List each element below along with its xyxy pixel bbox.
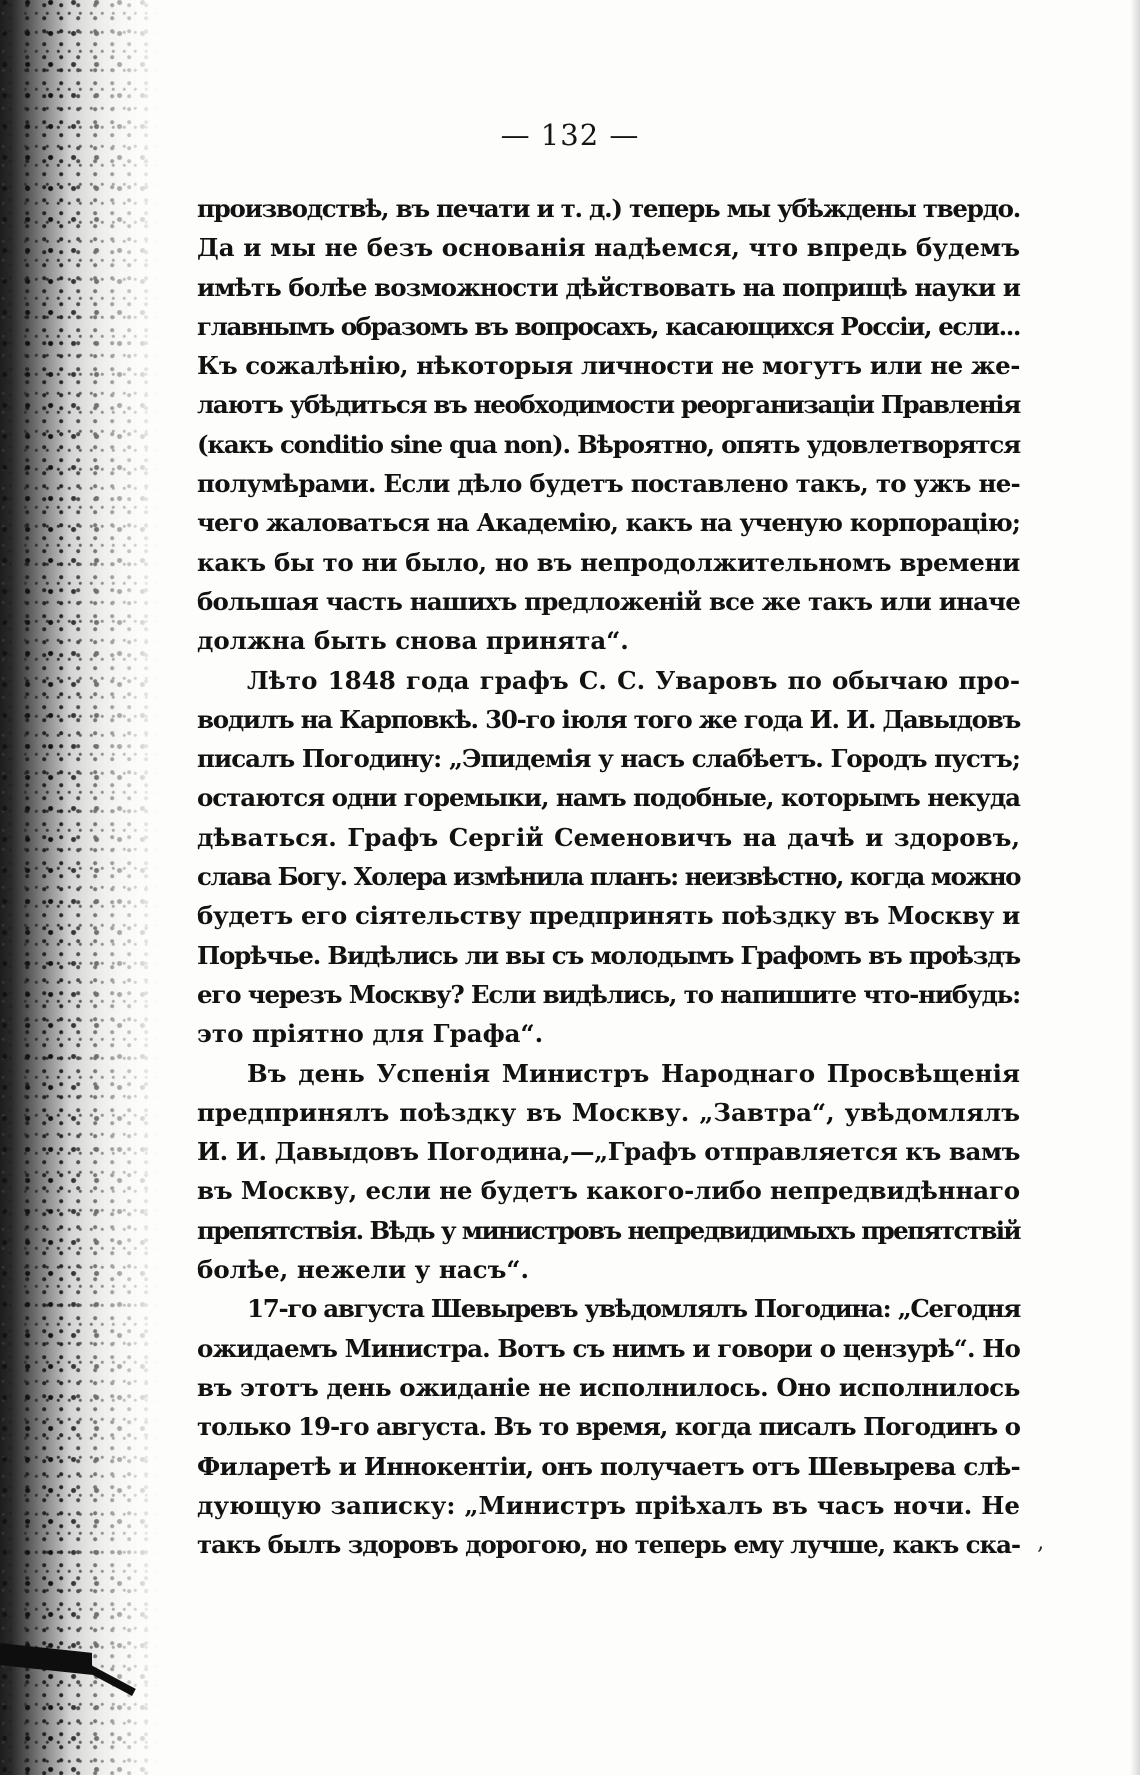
text-line: Къ сожалѣнію, нѣкоторыя личности не могутъ или не же- [197, 351, 1020, 381]
text-line: какъ бы то ни было, но въ непродолжительномъ времени [197, 547, 1020, 577]
text-line: въ Москву, если не будетъ какого-либо непредвидѣннаго [197, 1176, 1020, 1206]
text-line: Филаретѣ и Иннокентіи, онъ получаетъ отъ Шевырева слѣ- [197, 1451, 1020, 1481]
text-line: Порѣчье. Видѣлись ли вы съ молодымъ Графомъ въ проѣздъ [197, 940, 1020, 970]
text-line: препятствія. Вѣдь у министровъ непредвидимыхъ препятствій [197, 1215, 1020, 1245]
paragraph-first-line: 17-го августа Шевыревъ увѣдомлялъ Погодина: „Сегодня [247, 1294, 1020, 1324]
paragraph-end-line: болѣе, нежели у насъ“. [197, 1255, 530, 1285]
paragraph-end-line: это пріятно для Графа“. [197, 1019, 544, 1049]
text-line: дующую записку: „Министръ пріѣхалъ въ часъ ночи. Не [197, 1490, 1020, 1520]
paragraph-first-line: Лѣто 1848 года графъ С. С. Уваровъ по обычаю про- [247, 665, 1020, 695]
text-line: ожидаемъ Министра. Вотъ съ нимъ и говори о цензурѣ“. Но [197, 1333, 1020, 1363]
text-line: только 19-го августа. Въ то время, когда писалъ Погодинъ о [197, 1412, 1021, 1442]
text-line: главнымъ образомъ въ вопросахъ, касающихся Россіи, если... [197, 311, 1020, 341]
binding-shadow [0, 0, 190, 1775]
text-line: чего жаловаться на Академію, какъ на ученую корпорацію; [197, 508, 1021, 538]
text-line: въ этотъ день ожиданіе не исполнилось. Оно исполнилось [197, 1372, 1020, 1402]
text-line: производствѣ, въ печати и т. д.) теперь мы убѣждены твердо. [197, 194, 1020, 223]
text-line: большая часть нашихъ предложеній все же такъ или иначе [197, 586, 1021, 616]
text-line: И. И. Давыдовъ Погодина,—„Графъ отправляется къ вамъ [197, 1137, 1020, 1167]
text-line: имѣть болѣе возможности дѣйствовать на поприщѣ науки и [197, 272, 1020, 302]
text-line: лаютъ убѣдиться въ необходимости реорганизаціи Правленія [197, 390, 1020, 420]
paragraph-first-line: Въ день Успенія Министръ Народнаго Просвѣщенія [247, 1058, 1020, 1088]
text-line: писалъ Погодину: „Эпидемія у насъ слабѣетъ. Городъ пустъ; [197, 744, 1020, 774]
text-line: такъ былъ здоровъ дорогою, но теперь ему лучше, какъ ска- [197, 1530, 1020, 1560]
text-line: предпринялъ поѣздку въ Москву. „Завтра“, увѣдомлялъ [197, 1097, 1020, 1127]
text-line: Да и мы не безъ основанія надѣемся, что впредь будемъ [197, 233, 1020, 263]
text-line: полумѣрами. Если дѣло будетъ поставлено такъ, то ужъ не- [197, 469, 1020, 499]
text-line: остаются одни горемыки, намъ подобные, которымъ некуда [197, 783, 1020, 813]
paragraph-end-line: должна быть снова принята“. [197, 626, 629, 656]
page-edge [1130, 0, 1140, 1775]
margin-mark: ‚ [1037, 1530, 1044, 1555]
text-line: водилъ на Карповкѣ. 30-го іюля того же года И. И. Давыдовъ [197, 704, 1021, 734]
body-text [197, 189, 1020, 1564]
text-line: (какъ conditio sine qua non). Вѣроятно, опять удовлетворятся [197, 429, 1020, 459]
page-number: — 132 — [500, 118, 640, 152]
text-line: слава Богу. Холера измѣнила планъ: неизвѣстно, когда можно [197, 862, 1020, 892]
text-line: его черезъ Москву? Если видѣлись, то напишите что-нибудь: [197, 979, 1020, 1009]
text-line: дѣваться. Графъ Сергій Семеновичъ на дачѣ и здоровъ, [197, 822, 1020, 852]
text-line: будетъ его сіятельству предпринять поѣздку въ Москву и [197, 901, 1020, 931]
